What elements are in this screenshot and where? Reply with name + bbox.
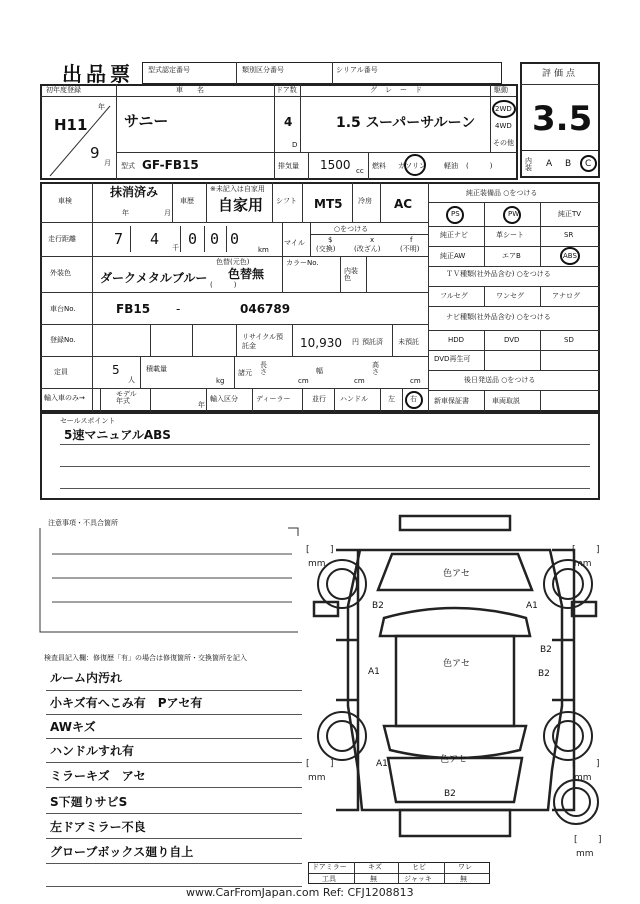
import-div-label: 輸入区分 [210, 395, 238, 403]
car-damage-diagram [300, 510, 610, 870]
mm-label-5: mm [576, 849, 594, 859]
height-label: 高さ [372, 361, 379, 376]
type-cert-label: 型式認定番号 [148, 66, 190, 74]
class-label: 類別区分番号 [242, 66, 284, 74]
opt-leather: 革シート [496, 231, 524, 239]
grade-label: グレード [370, 86, 430, 94]
legend-jack: ジャッキ [404, 875, 432, 883]
genuine-title: 純正装備品 ○をつける [466, 189, 538, 197]
tv-oneseg: ワンセグ [496, 292, 524, 300]
recycle-yen: 円 [352, 338, 359, 346]
color-label: 外装色 [50, 269, 71, 277]
mark-a1-right-front: A1 [526, 601, 538, 611]
mark-b2-right-door2: B2 [538, 669, 550, 679]
chassis-label: 車台No. [50, 305, 76, 313]
handle-right: 右 [410, 395, 417, 403]
fuel-label: 燃料 [372, 162, 386, 170]
drive-label: 駆動 [494, 86, 508, 94]
opt-ps: PS [451, 210, 460, 218]
capacity-unit: 人 [128, 376, 135, 384]
month-unit: 月 [104, 159, 111, 167]
displacement-value: 1500 [320, 158, 351, 172]
odo-tamper: (改ざん) [354, 245, 381, 253]
year-unit: 年 [98, 103, 105, 111]
sales-text: 5速マニュアルABS [64, 428, 171, 442]
tv-title: ＴＶ種類(社外品含む) ○をつける [446, 270, 551, 278]
inspection-year-unit: 年 [122, 209, 129, 217]
recycle-label: リサイクル預託金 [242, 333, 284, 350]
recolor-label: 色替(元色) [216, 258, 250, 266]
mm-label-2: mm [574, 559, 592, 569]
interior-grade-a: A [546, 159, 553, 169]
page-title: 出品票 [62, 62, 134, 86]
odo-circle-note: ○をつける [334, 225, 369, 233]
interior-grade-b: B [565, 159, 572, 169]
km-unit: km [258, 246, 269, 254]
mark-trunk-fade: 色アセ [440, 755, 467, 765]
navi-hdd: HDD [448, 336, 465, 344]
tv-analog: アナログ [552, 292, 580, 300]
navi-dvd: DVD [504, 336, 520, 344]
shift-label: シフト [276, 197, 297, 205]
note-item-7: 左ドアミラー不良 [50, 820, 146, 834]
drive-4wd: 4WD [495, 122, 512, 130]
mark-b2-rear: B2 [444, 789, 456, 799]
opt-pw: PW [508, 210, 520, 218]
interior-grade-c-circle [580, 155, 597, 172]
displacement-label: 排気量 [278, 162, 299, 170]
opt-abs: ABS [563, 252, 577, 260]
mile-label: マイル [284, 239, 305, 247]
car-name-label: 車名 [176, 86, 218, 94]
svg-text:]: ] [330, 759, 334, 769]
mm-bracket-4: [ [572, 759, 576, 769]
drive-2wd-circle [492, 100, 516, 118]
svg-text:]: ] [596, 759, 600, 769]
door-suffix: D [292, 141, 298, 149]
interior-grade-c: C [585, 159, 592, 169]
mileage-digit-2: 4 [150, 230, 160, 248]
doors-label: ドア数 [276, 86, 297, 94]
svg-text:]: ] [596, 545, 600, 555]
footer-watermark: www.CarFromJapan.com Ref: CFJ1208813 [186, 886, 414, 899]
parallel-option: 並行 [312, 395, 326, 403]
drive-other: その他 [493, 139, 514, 147]
opt-abs-circle [560, 247, 580, 265]
opt-aw: 純正AW [440, 252, 466, 260]
fuel-paren: ( ) [466, 162, 493, 170]
load-unit: kg [216, 377, 225, 385]
note-item-6: S下廻りサビS [50, 795, 128, 809]
mm-label-3: mm [308, 773, 326, 783]
legend-break: ワレ [458, 863, 472, 871]
ac-label: 冷房 [358, 197, 372, 205]
opt-tv: 純正TV [558, 210, 582, 218]
dealer-option: ディーラー [256, 395, 291, 403]
serial-label: シリアル番号 [336, 66, 378, 74]
ac-value: AC [394, 197, 413, 211]
opt-pw-circle [503, 206, 521, 224]
chassis-number: 046789 [240, 302, 291, 316]
door-count: 4 [284, 115, 293, 129]
capacity-label: 定員 [54, 368, 68, 376]
docs-title: 後日発送品 ○をつける [464, 376, 536, 384]
odo-sym-unknown: f [410, 236, 413, 244]
svg-text:]: ] [330, 545, 334, 555]
shift-value: MT5 [314, 197, 343, 211]
recolor-value: 色替無 [228, 267, 265, 281]
caution-frame [38, 526, 300, 634]
model-year-unit: 年 [198, 401, 205, 409]
svg-text:]: ] [598, 835, 602, 845]
inspection-value: 抹消済み [110, 185, 159, 199]
recolor-paren: ( ) [210, 281, 237, 289]
note-item-2: 小キズ有へこみ有 Pアセ有 [50, 696, 203, 710]
length-label: 長さ [260, 361, 267, 376]
recycle-unpaid: 未預託 [398, 338, 419, 346]
docs-warranty: 新車保証書 [434, 397, 469, 405]
sales-box [40, 412, 600, 500]
mileage-digit-3: 0 [188, 230, 198, 248]
mm-bracket-1: [ [306, 545, 310, 555]
note-item-5: ミラーキズ アセ [50, 769, 146, 783]
caution-label: 注意事項・不具合箇所 [48, 519, 118, 527]
capacity-value: 5 [112, 363, 120, 377]
note-item-8: グローブボックス廻り自上 [50, 845, 194, 859]
inspection-label: 車検 [58, 197, 72, 205]
legend-jack-value: 無 [460, 875, 467, 883]
opt-ps-circle [446, 206, 464, 224]
chassis-prefix: FB15 [116, 302, 151, 316]
inspector-label: 検査員記入欄：修復歴「有」の場合は修復箇所・交換箇所を記入 [44, 654, 247, 662]
rating-value: 3.5 [532, 99, 593, 139]
grade-value: 1.5 スーパーサルーン [336, 115, 476, 131]
tv-fullseg: フルセグ [440, 292, 468, 300]
legend-mirror: ドアミラー [312, 863, 347, 871]
navi-title: ナビ種類(社外品含む) ○をつける [446, 313, 551, 321]
opt-sr: SR [564, 231, 574, 239]
mm-bracket-5: [ [574, 835, 578, 845]
mark-a1-left-rear: A1 [376, 759, 388, 769]
handle-right-circle [405, 391, 423, 409]
note-item-1: ルーム内汚れ [50, 671, 123, 685]
note-item-3: AWキズ [50, 720, 96, 734]
color-no-label: カラーNo. [286, 259, 319, 267]
dims-label: 諸元 [238, 369, 252, 377]
chassis-dash: - [176, 302, 181, 316]
legend-crack: ヒビ [412, 863, 426, 871]
car-name: サニー [124, 112, 169, 130]
mm-label-1: mm [308, 559, 326, 569]
handle-label: ハンドル [340, 395, 368, 403]
history-value: 自家用 [218, 196, 264, 214]
model-value: GF-FB15 [142, 158, 199, 172]
height-cm: cm [410, 377, 421, 385]
legend-tools: 工具 [322, 875, 336, 883]
load-label: 積載量 [146, 365, 167, 373]
mark-b2-left-front: B2 [372, 601, 384, 611]
width-label: 幅 [316, 367, 323, 375]
width-cm: cm [354, 377, 365, 385]
mm-bracket-3: [ [306, 759, 310, 769]
interior-label: 内装 [525, 157, 532, 172]
note-item-4: ハンドルすれ有 [50, 744, 135, 758]
drive-2wd: 2WD [495, 105, 512, 113]
first-reg-label: 初年度登録 [46, 86, 81, 94]
mileage-digit-5: 0 [230, 230, 240, 248]
model-label: 型式 [121, 162, 135, 170]
dvd-play-label: DVD再生可 [434, 355, 471, 363]
first-reg-year: H11 [54, 116, 88, 134]
cc-unit: cc [356, 167, 364, 175]
mark-a1-left-door: A1 [368, 667, 380, 677]
history-note: ※未記入は自家用 [210, 185, 265, 193]
handle-left: 左 [388, 395, 395, 403]
color-value: ダークメタルブルー [100, 271, 208, 285]
fuel-gasoline-circle [404, 154, 426, 176]
legend-tools-value: 無 [370, 875, 377, 883]
thousand-unit: 千 [172, 244, 179, 252]
docs-manual: 車両取説 [492, 397, 520, 405]
mileage-digit-1: 7 [114, 230, 124, 248]
odo-sym-tamper: x [370, 236, 375, 244]
mm-label-4: mm [574, 773, 592, 783]
mark-roof-fade: 色アセ [443, 659, 470, 669]
mark-hood-fade: 色アセ [443, 569, 470, 579]
reg-no-label: 登録No. [50, 336, 76, 344]
inspection-month-unit: 月 [164, 209, 171, 217]
opt-airbag: エアB [502, 252, 521, 260]
mileage-label: 走行距離 [48, 235, 76, 243]
mark-b2-right-door1: B2 [540, 645, 552, 655]
import-label: 輸入車のみ→ [44, 394, 85, 402]
model-year-label: モデル年式 [116, 390, 137, 405]
interior-color-label: 内装色 [344, 267, 358, 282]
fuel-diesel: 軽油 [444, 162, 458, 170]
rating-label: 評価点 [542, 69, 579, 79]
legend-scratch: キズ [368, 863, 382, 871]
odo-sym-exchange: $ [328, 236, 333, 244]
header-id-box [142, 62, 502, 84]
first-reg-month: 9 [90, 144, 100, 162]
recycle-paid: 預託済 [362, 338, 383, 346]
odo-unknown: (不明) [400, 245, 420, 253]
opt-navi: 純正ナビ [440, 231, 468, 239]
mm-bracket-2: [ [572, 545, 576, 555]
odo-exchange: (交換) [316, 245, 336, 253]
length-cm: cm [298, 377, 309, 385]
sales-label: セールスポイント [60, 417, 116, 425]
recycle-value: 10,930 [300, 336, 342, 350]
mileage-digit-4: 0 [210, 230, 220, 248]
history-label: 車歴 [180, 197, 194, 205]
fuel-gasoline: ガソリン [398, 162, 426, 170]
navi-sd: SD [564, 336, 574, 344]
